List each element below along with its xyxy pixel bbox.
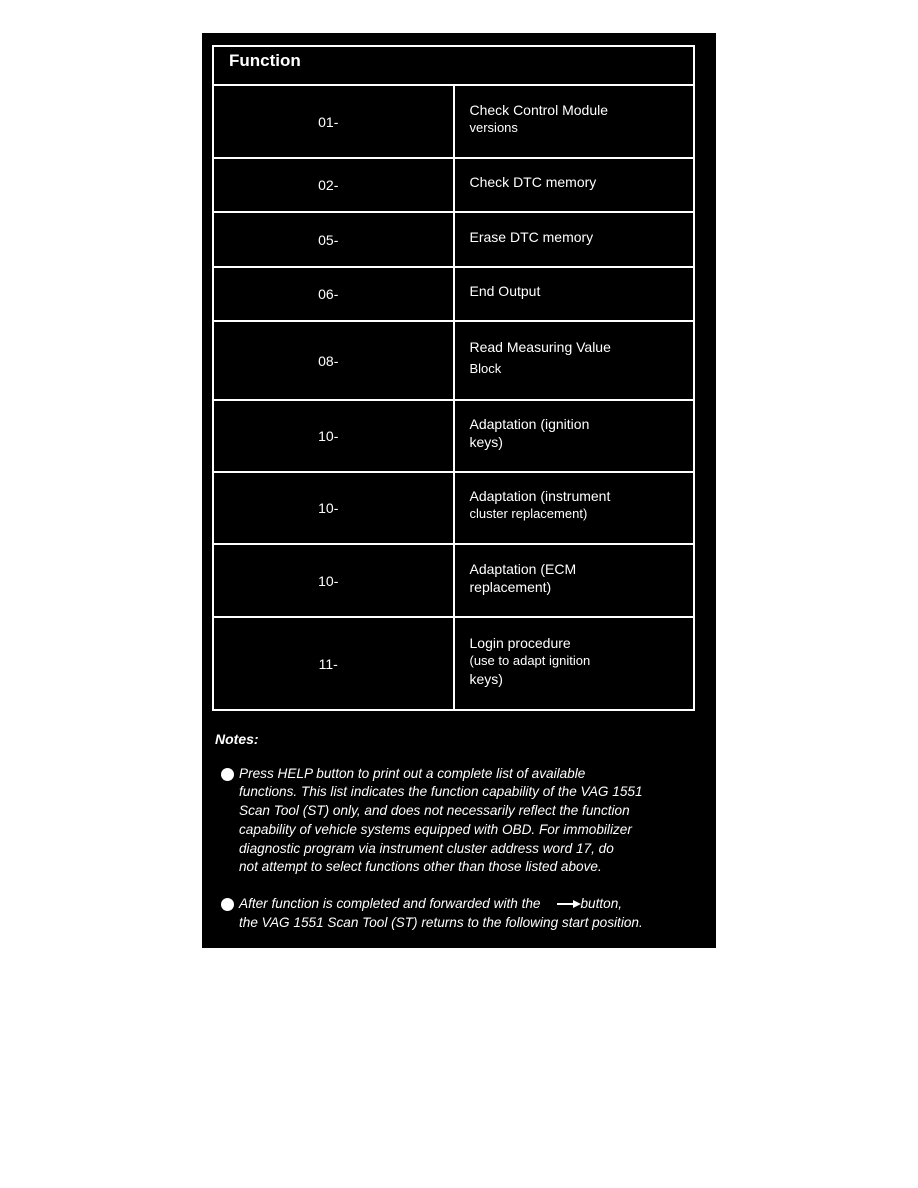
notes-title: Notes: xyxy=(215,731,259,747)
function-code: 10- xyxy=(213,472,454,544)
function-description xyxy=(454,617,695,710)
description-line: Adaptation (ECM xyxy=(469,560,577,577)
table-row xyxy=(213,267,694,321)
function-code: 01- xyxy=(213,85,454,158)
note-text: button, xyxy=(580,895,623,911)
table-row xyxy=(213,617,694,710)
function-code: 11- xyxy=(213,617,454,710)
description-line: Erase DTC memory xyxy=(469,228,594,245)
function-table xyxy=(212,45,695,711)
table-row xyxy=(213,321,694,400)
description-line: (use to adapt ignition xyxy=(469,652,591,668)
function-code: 06- xyxy=(213,267,454,321)
function-code: 02- xyxy=(213,158,454,212)
note-line: Press HELP button to print out a complete list of available xyxy=(239,765,586,781)
function-code: 05- xyxy=(213,212,454,267)
note-item xyxy=(215,765,705,877)
table-row xyxy=(213,85,694,158)
function-description xyxy=(454,321,695,400)
description-line: keys) xyxy=(469,434,503,450)
function-description xyxy=(454,472,695,544)
right-arrow-icon xyxy=(557,899,581,909)
note-line: not attempt to select functions other than those listed above. xyxy=(239,859,602,875)
table-row xyxy=(213,212,694,267)
table-header-row xyxy=(213,46,694,85)
description-line: End Output xyxy=(469,283,541,299)
description-line: Check DTC memory xyxy=(469,174,597,190)
function-panel xyxy=(202,33,716,948)
note-item xyxy=(215,895,705,932)
function-code: 08- xyxy=(213,321,454,400)
description-line: Adaptation (ignition xyxy=(469,416,590,432)
description-line: Adaptation (instrument xyxy=(469,488,611,504)
function-description xyxy=(454,85,695,158)
note-line xyxy=(239,895,705,914)
table-row xyxy=(213,400,694,472)
bullet-dot-icon xyxy=(221,898,234,911)
description-line: cluster replacement) xyxy=(469,506,588,521)
function-description xyxy=(454,544,695,617)
description-line: Login procedure xyxy=(469,634,571,651)
function-code: 10- xyxy=(213,400,454,472)
table-header: Function xyxy=(213,46,694,85)
note-text: After function is completed and forwarded with the xyxy=(239,895,541,911)
table-row xyxy=(213,472,694,544)
bullet-dot-icon xyxy=(221,768,234,781)
note-line: diagnostic program via instrument cluster address word 17, do xyxy=(239,840,614,856)
function-description xyxy=(454,267,695,321)
table-row xyxy=(213,544,694,617)
description-line: Check Control Module xyxy=(469,101,609,118)
table-row xyxy=(213,158,694,212)
note-line: functions. This list indicates the function capability of the VAG 1551 xyxy=(239,784,643,800)
note-line: capability of vehicle systems equipped with OBD. For immobilizer xyxy=(239,821,632,837)
notes-section xyxy=(215,730,705,932)
description-line: keys) xyxy=(469,670,503,687)
note-line: Scan Tool (ST) only, and does not necessarily reflect the function xyxy=(239,803,630,819)
function-description xyxy=(454,400,695,472)
description-line: Read Measuring Value xyxy=(469,338,611,355)
function-code: 10- xyxy=(213,544,454,617)
note-line: the VAG 1551 Scan Tool (ST) returns to the following start position. xyxy=(239,914,643,930)
function-description xyxy=(454,212,695,267)
description-line: Block xyxy=(469,360,502,376)
function-description xyxy=(454,158,695,212)
description-line: replacement) xyxy=(469,578,552,595)
description-line: versions xyxy=(469,119,518,135)
